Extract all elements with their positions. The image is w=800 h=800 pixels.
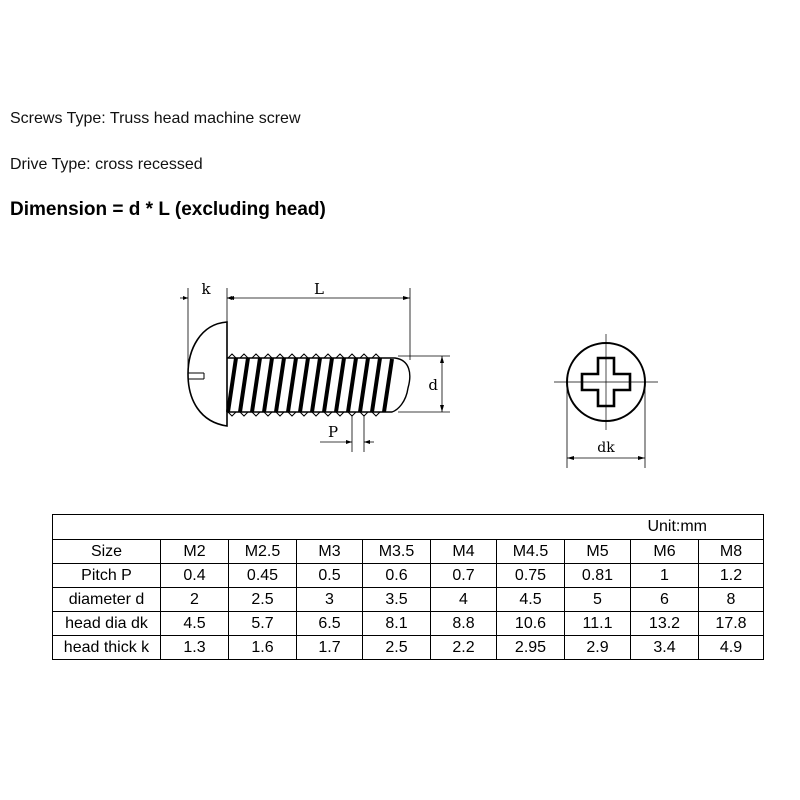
- table-row: [53, 540, 764, 564]
- table-cell: 8.8: [431, 612, 497, 636]
- table-cell: 0.6: [363, 564, 431, 588]
- table-cell: 4: [431, 588, 497, 612]
- table-cell: 1.3: [161, 636, 229, 660]
- table-cell: 2.5: [363, 636, 431, 660]
- table-cell: 4.5: [161, 612, 229, 636]
- table-cell: 3.5: [363, 588, 431, 612]
- row-label: diameter d: [53, 588, 161, 612]
- table-cell: 0.7: [431, 564, 497, 588]
- row-label: head thick k: [53, 636, 161, 660]
- table-cell: 10.6: [497, 612, 565, 636]
- table-cell: 17.8: [699, 612, 764, 636]
- table-cell: 5: [565, 588, 631, 612]
- table-cell: 1.2: [699, 564, 764, 588]
- spec-table: [52, 514, 764, 660]
- dimension-heading: Dimension = d * L (excluding head): [10, 199, 326, 220]
- table-cell: 3: [297, 588, 363, 612]
- table-cell: 11.1: [565, 612, 631, 636]
- table-cell: M2.5: [229, 540, 297, 564]
- table-cell: 8.1: [363, 612, 431, 636]
- table-cell: 4.9: [699, 636, 764, 660]
- table-row: [53, 588, 764, 612]
- table-cell: M4.5: [497, 540, 565, 564]
- table-cell: M8: [699, 540, 764, 564]
- table-cell: 0.75: [497, 564, 565, 588]
- table-cell: 0.81: [565, 564, 631, 588]
- label-k: k: [201, 280, 211, 298]
- spec-table-wrap: [52, 514, 764, 660]
- label-L: L: [314, 280, 324, 298]
- label-P: P: [327, 423, 339, 441]
- row-label: Pitch P: [53, 564, 161, 588]
- unit-label: Unit:mm: [53, 515, 764, 540]
- table-row: [53, 612, 764, 636]
- screw-type-text: Screws Type: Truss head machine screw: [10, 110, 301, 127]
- table-cell: 2.2: [431, 636, 497, 660]
- row-label: head dia dk: [53, 612, 161, 636]
- table-cell: M3.5: [363, 540, 431, 564]
- side-view: [180, 288, 450, 452]
- table-cell: 1: [631, 564, 699, 588]
- table-cell: 6.5: [297, 612, 363, 636]
- table-cell: 4.5: [497, 588, 565, 612]
- drive-type-text: Drive Type: cross recessed: [10, 156, 203, 173]
- table-cell: 6: [631, 588, 699, 612]
- table-cell: M6: [631, 540, 699, 564]
- table-cell: 1.6: [229, 636, 297, 660]
- row-label: Size: [53, 540, 161, 564]
- table-cell: 8: [699, 588, 764, 612]
- label-d: d: [428, 376, 438, 394]
- table-cell: 2: [161, 588, 229, 612]
- screw-diagram: [170, 270, 690, 480]
- table-cell: 1.7: [297, 636, 363, 660]
- table-cell: 2.95: [497, 636, 565, 660]
- table-cell: 0.45: [229, 564, 297, 588]
- table-cell: M5: [565, 540, 631, 564]
- table-cell: 5.7: [229, 612, 297, 636]
- table-cell: M4: [431, 540, 497, 564]
- table-row: [53, 564, 764, 588]
- table-cell: 2.9: [565, 636, 631, 660]
- table-cell: 2.5: [229, 588, 297, 612]
- label-dk: dk: [597, 440, 615, 456]
- table-cell: 0.5: [297, 564, 363, 588]
- table-cell: 0.4: [161, 564, 229, 588]
- table-cell: 3.4: [631, 636, 699, 660]
- table-cell: 13.2: [631, 612, 699, 636]
- table-cell: M3: [297, 540, 363, 564]
- table-cell: M2: [161, 540, 229, 564]
- table-row: [53, 636, 764, 660]
